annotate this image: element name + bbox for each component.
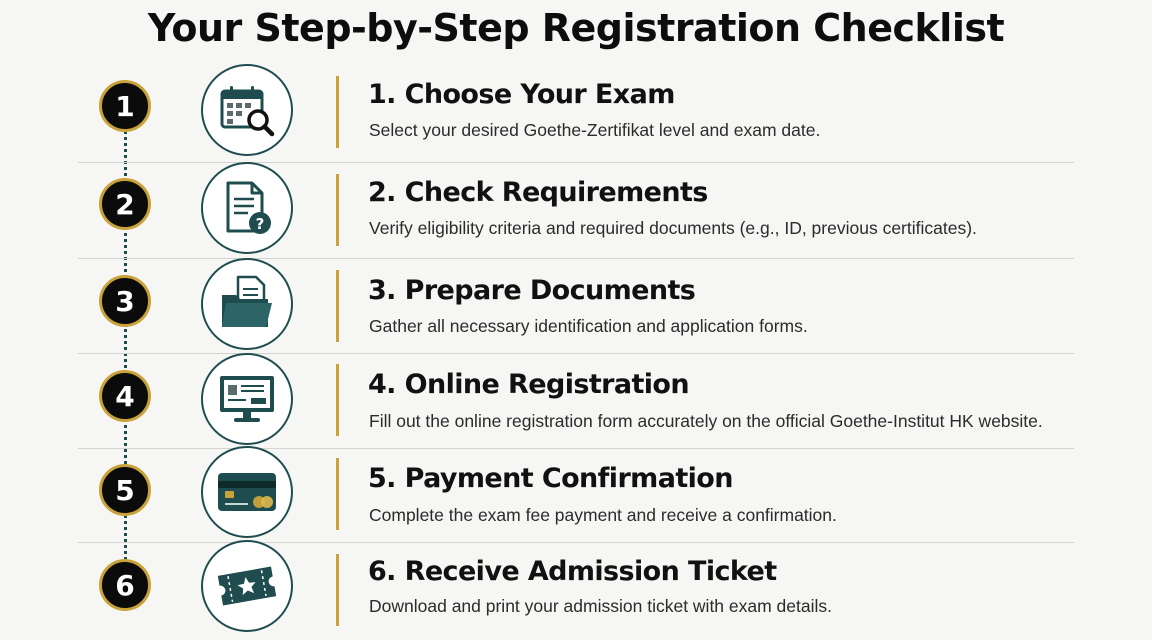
credit-card-icon bbox=[201, 446, 293, 538]
step-number-badge: 5 bbox=[99, 464, 151, 516]
computer-monitor-icon bbox=[201, 353, 293, 445]
step-title: 4. Online Registration bbox=[368, 369, 689, 400]
document-question-icon bbox=[201, 162, 293, 254]
step-6 bbox=[0, 538, 1152, 634]
step-title: 3. Prepare Documents bbox=[368, 275, 696, 306]
step-description: Download and print your admission ticket with exam details. bbox=[369, 596, 832, 616]
step-description: Verify eligibility criteria and required documents (e.g., ID, previous certificates). bbox=[369, 218, 977, 238]
step-description: Fill out the online registration form accurately on the official Goethe-Institut HK website. bbox=[369, 411, 1043, 431]
step-title: 2. Check Requirements bbox=[368, 177, 708, 208]
accent-bar bbox=[336, 174, 339, 246]
step-2 bbox=[0, 158, 1152, 254]
accent-bar bbox=[336, 76, 339, 148]
accent-bar bbox=[336, 270, 339, 342]
step-3 bbox=[0, 254, 1152, 350]
step-description: Complete the exam fee payment and receive a confirmation. bbox=[369, 505, 837, 525]
step-5 bbox=[0, 444, 1152, 540]
calendar-search-icon bbox=[201, 64, 293, 156]
accent-bar bbox=[336, 364, 339, 436]
accent-bar bbox=[336, 554, 339, 626]
step-title: 1. Choose Your Exam bbox=[368, 79, 675, 110]
step-description: Gather all necessary identification and application forms. bbox=[369, 316, 808, 336]
step-number-badge: 4 bbox=[99, 370, 151, 422]
step-4 bbox=[0, 350, 1152, 446]
page-title: Your Step-by-Step Registration Checklist bbox=[147, 6, 1005, 50]
ticket-icon bbox=[201, 540, 293, 632]
step-1 bbox=[0, 62, 1152, 158]
folder-documents-icon bbox=[201, 258, 293, 350]
step-description: Select your desired Goethe-Zertifikat level and exam date. bbox=[369, 120, 821, 140]
svg-text:?: ? bbox=[255, 215, 265, 233]
step-title: 5. Payment Confirmation bbox=[368, 463, 733, 494]
step-title: 6. Receive Admission Ticket bbox=[368, 556, 777, 587]
step-number-badge: 3 bbox=[99, 275, 151, 327]
step-number-badge: 2 bbox=[99, 178, 151, 230]
accent-bar bbox=[336, 458, 339, 530]
step-number-badge: 1 bbox=[99, 80, 151, 132]
step-number-badge: 6 bbox=[99, 559, 151, 611]
